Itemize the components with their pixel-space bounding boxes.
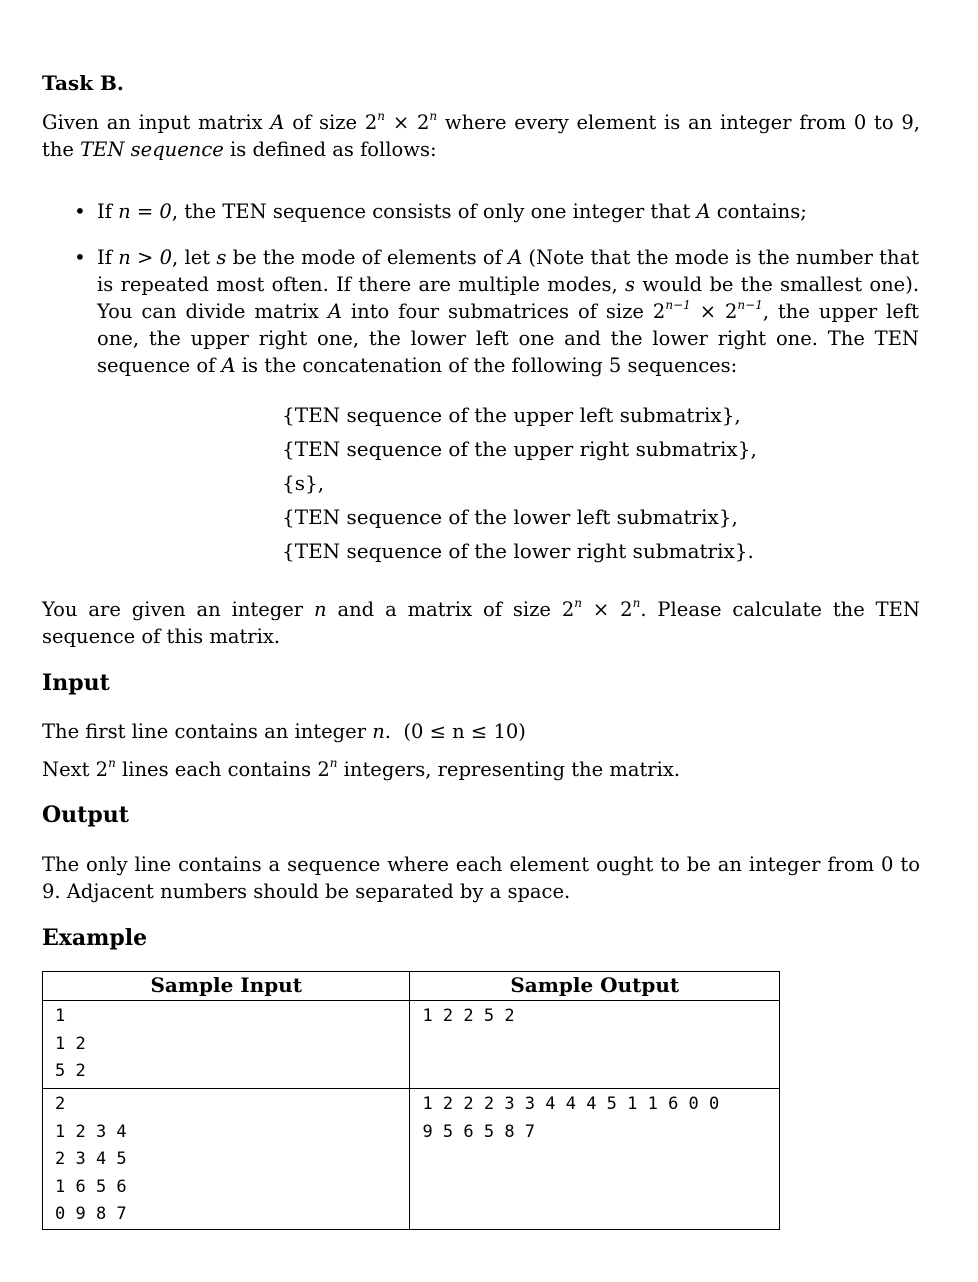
sample-input-cell: 2 1 2 3 4 2 3 4 5 1 6 5 6 0 9 8 7 [43,1089,410,1230]
size-expr: 2$^n$ × 2$^n$ [364,109,438,134]
sequence-item: {TEN sequence of the upper left submatrix}, [282,403,741,427]
sample-table [42,971,780,1230]
intro-text-1: Given an input matrix [42,111,263,134]
sequence-item: {TEN sequence of the lower right submatrix}. [282,539,754,563]
var-A: A [270,111,285,134]
sample-input-header: Sample Input [43,972,410,1001]
sample-output-cell: 1 2 2 5 2 [410,1001,780,1089]
output-heading: Output [42,802,129,828]
input-heading: Input [42,670,110,696]
intro-text-4: is defined as follows: [230,138,437,161]
sample-output-cell: 1 2 2 2 3 3 4 4 4 5 1 1 6 0 0 9 5 6 5 8 7 [410,1089,780,1230]
example-heading: Example [42,925,148,951]
given-paragraph: You are given an integer n and a matrix of size $2^n \times 2^n$. Please calculate the TEN sequence of this matrix. [42,596,920,648]
input-line-1: The first line contains an integer n. (0 ≤ n ≤ 10) [42,720,526,743]
sequence-item: {TEN sequence of the upper right submatrix}, [282,437,757,461]
ten-sequence-term: TEN sequence [80,138,224,161]
table-row [43,1089,780,1230]
intro-paragraph [42,109,920,163]
table-row [43,1001,780,1089]
sample-output-header: Sample Output [410,972,780,1001]
intro-text-2: of size [292,111,358,134]
bullet-n-positive: If n > 0, let s be the mode of elements of A (Note that the mode is the number that is repeated most often. If there are multiple modes, s would be the smallest one). You can divide matrix A into four submatrices of size $2^{n-1} \times 2^{n-1}$, the upper left one, the upper right one, the lower left one and the lower right one. The TEN sequence of A is the concatenation of the following 5 sequences: [97,246,920,377]
intro-text-3: where every element is an integer from 0 to 9, the [42,111,921,161]
sample-input-cell: 1 1 2 5 2 [43,1001,410,1089]
sequence-item: {TEN sequence of the lower left submatrix}, [282,505,738,529]
sequence-list [282,398,757,568]
input-line-2: Next 2$^n$ lines each contains 2$^n$ integers, representing the matrix. [42,756,681,781]
sequence-item: {s}, [282,471,325,495]
output-text: The only line contains a sequence where each element ought to be an integer from 0 to 9. Adjacent numbers should be separated by a space. [42,853,920,903]
bullet-icon: • [74,245,86,269]
bullet-icon: • [74,199,86,223]
bullet-n-zero: If n = 0, the TEN sequence consists of only one integer that A contains; [97,200,807,223]
task-title: Task B. [42,71,124,95]
